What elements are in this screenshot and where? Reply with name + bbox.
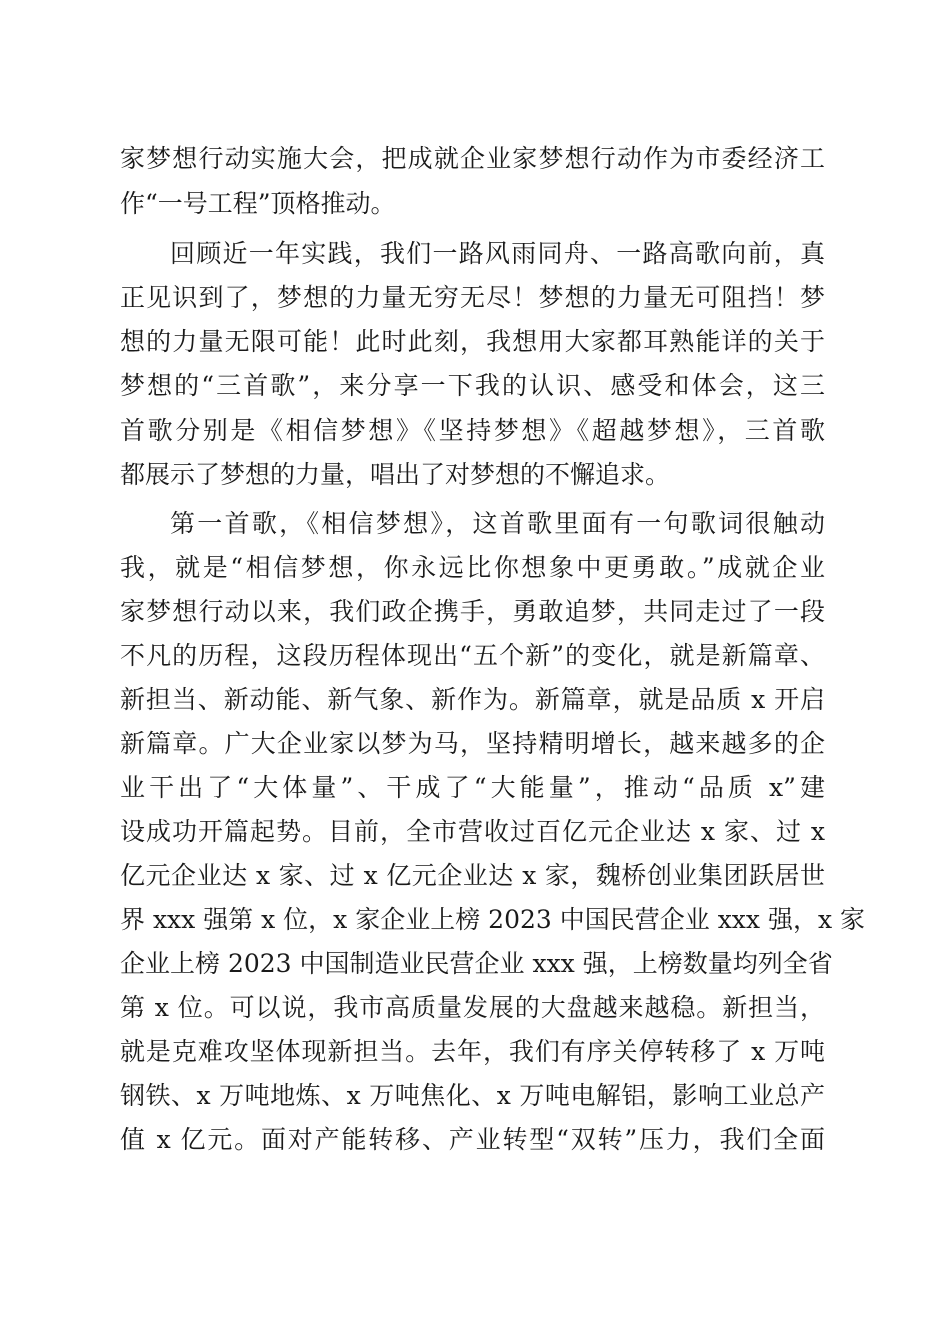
- text-line: 就是克难攻坚体现新担当。去年，我们有序关停转移了 x 万吨: [120, 1037, 825, 1066]
- text-line: 正见识到了，梦想的力量无穷无尽！梦想的力量无可阻挡！梦: [120, 283, 825, 312]
- text-line: 不凡的历程，这段历程体现出“五个新”的变化，就是新篇章、: [120, 641, 825, 670]
- text-line: 作“一号工程”顶格推动。: [120, 189, 396, 218]
- text-line: 第一首歌，《相信梦想》，这首歌里面有一句歌词很触动: [170, 509, 825, 538]
- text-line: 亿元企业达 x 家、过 x 亿元企业达 x 家，魏桥创业集团跃居世: [120, 861, 825, 890]
- text-line: 设成功开篇起势。目前，全市营收过百亿元企业达 x 家、过 x: [120, 817, 825, 846]
- text-line: 我，就是“相信梦想，你永远比你想象中更勇敢。”成就企业: [120, 553, 825, 582]
- text-line: 值 x 亿元。面对产能转移、产业转型“双转”压力，我们全面: [120, 1125, 825, 1154]
- text-line: 想的力量无限可能！此时此刻，我想用大家都耳熟能详的关于: [120, 327, 825, 356]
- text-line: 新篇章。广大企业家以梦为马，坚持精明增长，越来越多的企: [120, 729, 825, 758]
- text-line: 首歌分别是《相信梦想》《坚持梦想》《超越梦想》，三首歌: [120, 416, 825, 445]
- text-line: 界 xxx 强第 x 位，x 家企业上榜 2023 中国民营企业 xxx 强，x 家: [120, 905, 865, 934]
- text-line: 梦想的“三首歌”，来分享一下我的认识、感受和体会，这三: [120, 371, 825, 400]
- text-line: 钢铁、x 万吨地炼、x 万吨焦化、x 万吨电解铝，影响工业总产: [120, 1081, 825, 1110]
- text-line: 回顾近一年实践，我们一路风雨同舟、一路高歌向前，真: [170, 239, 825, 268]
- text-line: 都展示了梦想的力量，唱出了对梦想的不懈追求。: [120, 460, 671, 489]
- text-line: 新担当、新动能、新气象、新作为。新篇章，就是品质 x 开启: [120, 685, 825, 714]
- text-line: 企业上榜 2023 中国制造业民营企业 xxx 强，上榜数量均列全省: [120, 949, 833, 978]
- text-line: 家梦想行动以来，我们政企携手，勇敢追梦，共同走过了一段: [120, 597, 825, 626]
- text-line: 第 x 位。可以说，我市高质量发展的大盘越来越稳。新担当，: [120, 993, 825, 1022]
- text-line: 业干出了“大体量”、干成了“大能量”，推动“品质 x”建: [120, 773, 825, 802]
- text-line: 家梦想行动实施大会，把成就企业家梦想行动作为市委经济工: [120, 144, 825, 173]
